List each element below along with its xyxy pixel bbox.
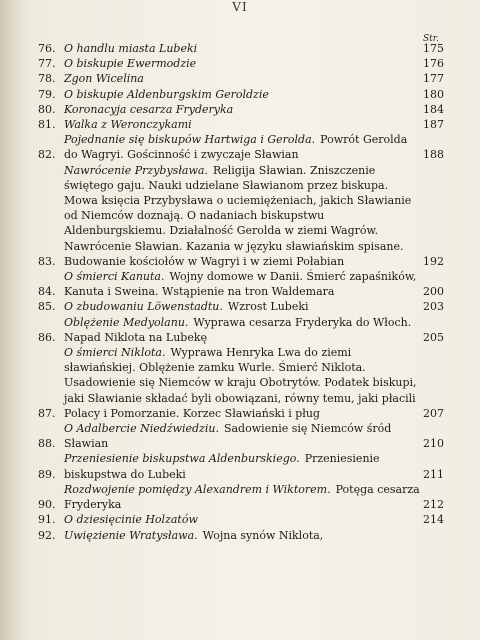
toc-entry xyxy=(38,117,444,132)
entry-title: O biskupie Ewermodzie xyxy=(64,57,197,71)
entry-number: 83. xyxy=(38,254,56,268)
entry-number: 76. xyxy=(38,42,56,55)
entry-number: 85. xyxy=(38,300,56,314)
entry-number: 80. xyxy=(38,102,56,116)
toc-entry xyxy=(38,421,444,451)
entry-number: 91. xyxy=(38,513,56,527)
entry-number: 88. xyxy=(38,437,56,451)
entry-number: 77. xyxy=(38,57,56,71)
entry-description: Religija Sławian. Zniszczenie świętego gaju. Nauki udzielane Sławianom przez biskupa. Mowa księcia Przybysława o uciemiężeniach, jakich Sławianie od Niemców doznają. O nadaniach biskupstwu Aldenburgskiemu. Działalność Gerolda w ziemi Wagrów. Nawrócenie Sławian. Kazania w języku sławiańskim spisane. Budowanie kościołów w Wagryi i w ziemi Połabian xyxy=(64,163,412,268)
entry-page: 176 xyxy=(423,57,444,71)
entry-number: 87. xyxy=(38,406,56,420)
toc-entry xyxy=(38,345,444,421)
entry-title: O handlu miasta Lubeki xyxy=(64,42,198,55)
toc-entry xyxy=(38,56,444,71)
entry-description: Powrót Gerolda do Wagryi. Gościnność i zwyczaje Sławian xyxy=(64,133,408,162)
entry-description: Wzrost Lubeki xyxy=(227,300,309,314)
entry-title: Nawrócenie Przybysława. xyxy=(64,163,208,177)
entry-number: 82. xyxy=(38,148,56,162)
entry-number: 78. xyxy=(38,72,56,86)
entry-page: 212 xyxy=(423,498,444,512)
entry-description: Wyprawa cesarza Fryderyka do Włoch. Napad Niklota na Lubekę xyxy=(64,315,412,344)
entry-title: O śmierci Kanuta. xyxy=(64,270,165,284)
toc-entry xyxy=(38,102,444,117)
entry-title: O dziesięcinie Holzatów xyxy=(64,513,198,527)
entry-title: O śmierci Niklota. xyxy=(64,346,166,360)
toc-entry xyxy=(38,528,444,543)
entry-page: 175 xyxy=(423,42,444,55)
toc-entry xyxy=(38,451,444,481)
toc-entry xyxy=(38,132,444,162)
entry-title: O zbudowaniu Löwenstadtu. xyxy=(64,300,223,314)
entry-title: Uwięzienie Wratysława. xyxy=(64,528,198,542)
toc-entry xyxy=(38,482,444,512)
toc-entry xyxy=(38,87,444,102)
entry-page: 192 xyxy=(423,254,444,268)
entry-title: Rozdwojenie pomiędzy Alexandrem i Wiktorem. xyxy=(64,482,331,496)
entry-title: Oblężenie Medyolanu. xyxy=(64,315,189,329)
entry-description: Wojny domowe w Danii. Śmierć zapaśników, Kanuta i Sweina. Wstąpienie na tron Waldemara xyxy=(64,270,417,299)
entry-page: 205 xyxy=(423,330,444,344)
entry-description: Sadowienie się Niemców śród Sławian xyxy=(64,422,392,451)
entry-title: Przeniesienie biskupstwa Aldenburskiego. xyxy=(64,452,300,466)
entry-number: 86. xyxy=(38,330,56,344)
entry-page: 210 xyxy=(423,437,444,451)
toc-entry xyxy=(38,41,444,56)
entry-number: 79. xyxy=(38,87,56,101)
entry-page: 214 xyxy=(423,513,444,527)
entry-number: 92. xyxy=(38,528,56,542)
entry-number: 89. xyxy=(38,467,56,481)
toc-entry xyxy=(38,163,444,269)
entry-page: 207 xyxy=(423,406,444,420)
entry-page: 177 xyxy=(423,72,444,86)
entry-number: 90. xyxy=(38,498,56,512)
entry-number: 81. xyxy=(38,118,56,132)
entry-description: Wojna synów Niklota, xyxy=(202,528,324,542)
entry-page: 211 xyxy=(423,467,444,481)
entry-page: 184 xyxy=(423,102,444,116)
entry-page: 200 xyxy=(423,285,444,299)
entry-title: Pojednanie się biskupów Hartwiga i Gerolda. xyxy=(64,133,316,147)
entry-title: O Adalbercie Niedźwiedziu. xyxy=(64,422,219,436)
entry-page: 180 xyxy=(423,87,444,101)
entry-page: 203 xyxy=(423,300,444,314)
entry-title: Zgon Wicelina xyxy=(64,72,144,86)
page-column-label: Str. xyxy=(423,34,439,44)
toc-entry xyxy=(38,512,444,527)
entry-title: Koronacyja cesarza Fryderyka xyxy=(64,102,234,116)
toc-entry xyxy=(38,299,444,314)
page-number-header: VI xyxy=(232,0,248,14)
entry-description: Potęga cesarza Fryderyka xyxy=(64,482,420,512)
entry-page: 187 xyxy=(423,118,444,132)
table-of-contents xyxy=(38,41,444,543)
entry-title: O biskupie Aldenburgskim Geroldzie xyxy=(64,87,269,101)
toc-entry xyxy=(38,71,444,86)
entry-number: 84. xyxy=(38,285,56,299)
entry-description: Wyprawa Henryka Lwa do ziemi sławiańskiej. Oblężenie zamku Wurle. Śmierć Niklota. Usadowienie się Niemców w kraju Obotrytów. Podatek biskupi, jaki Sławianie składać byli obowiązani, równy temu, jaki płacili Polacy i Pomorzanie. Korzec Sławiański i pług xyxy=(64,346,417,420)
entry-page: 188 xyxy=(423,148,444,162)
entry-title: Walka z Weronczykami xyxy=(64,118,192,132)
toc-entry xyxy=(38,269,444,299)
toc-entry xyxy=(38,315,444,345)
entry-description: Przeniesienie biskupstwa do Lubeki xyxy=(64,452,380,481)
